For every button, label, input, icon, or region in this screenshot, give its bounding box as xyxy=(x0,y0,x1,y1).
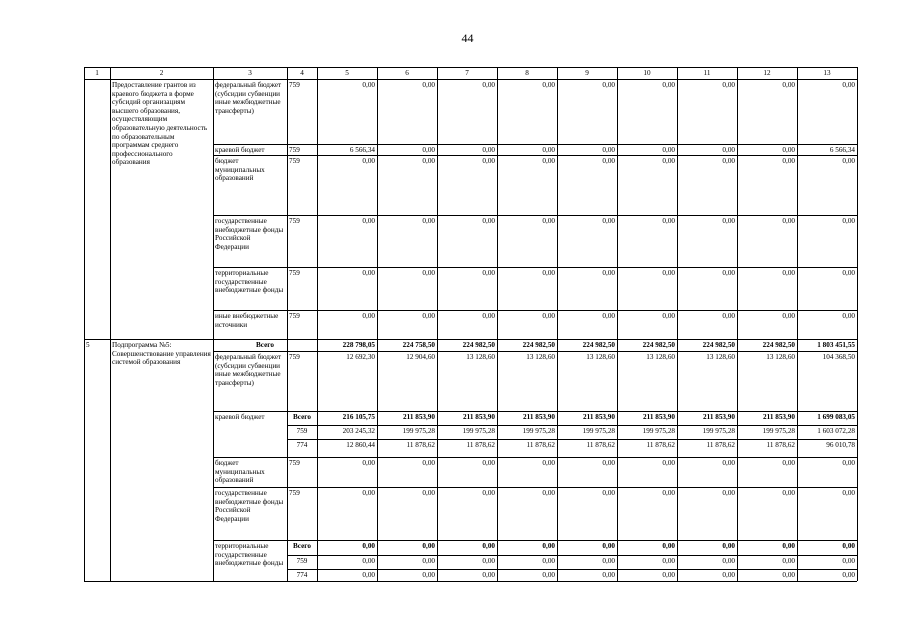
value-cell: 0,00 xyxy=(602,81,615,89)
budget-code: 759 xyxy=(289,489,300,497)
budget-table xyxy=(84,67,857,581)
row-number: 5 xyxy=(86,341,90,349)
value-cell: 0,00 xyxy=(542,557,555,565)
value-cell: 0,00 xyxy=(482,157,495,165)
value-cell: 224 982,50 xyxy=(582,341,615,349)
value-cell: 211 853,90 xyxy=(643,413,675,421)
value-cell: 0,00 xyxy=(482,557,495,565)
value-cell: 0,00 xyxy=(362,557,375,565)
value-cell: 0,00 xyxy=(542,217,555,225)
column-header: 1 xyxy=(95,69,99,77)
value-cell: 0,00 xyxy=(662,542,675,550)
value-cell: 0,00 xyxy=(662,157,675,165)
value-cell: 199 975,28 xyxy=(522,427,555,435)
value-cell: 0,00 xyxy=(602,217,615,225)
value-cell: 0,00 xyxy=(542,312,555,320)
value-cell: 211 853,90 xyxy=(583,413,615,421)
row-rule xyxy=(213,351,857,352)
value-cell: 0,00 xyxy=(662,312,675,320)
value-cell: 1 603 072,28 xyxy=(817,427,855,435)
budget-code: 759 xyxy=(289,353,300,361)
column-header: 13 xyxy=(823,69,831,77)
budget-code: 759 xyxy=(289,217,300,225)
subprogram-name: Подпрограмма №5: Совершенствование управления системой образования xyxy=(112,341,211,367)
value-cell: 0,00 xyxy=(362,459,375,467)
value-cell: 0,00 xyxy=(782,312,795,320)
value-cell: 199 975,28 xyxy=(702,427,735,435)
column-header: 2 xyxy=(159,69,164,77)
budget-code: 759 xyxy=(289,81,300,89)
row-rule xyxy=(287,425,857,426)
value-cell: 0,00 xyxy=(722,146,735,154)
value-cell: 0,00 xyxy=(482,269,495,277)
funding-source: территориальные государственные внебюджетные фонды xyxy=(215,269,284,295)
value-cell: 0,00 xyxy=(782,459,795,467)
value-cell: 0,00 xyxy=(602,157,615,165)
value-cell: 0,00 xyxy=(722,459,735,467)
value-cell: 0,00 xyxy=(482,542,495,550)
value-cell: 0,00 xyxy=(842,557,855,565)
value-cell: 0,00 xyxy=(842,571,855,579)
value-cell: 0,00 xyxy=(422,489,435,497)
budget-code: 759 xyxy=(296,427,308,435)
value-cell: 224 982,50 xyxy=(642,341,675,349)
value-cell: 0,00 xyxy=(782,557,795,565)
value-cell: 0,00 xyxy=(602,489,615,497)
column-header: 9 xyxy=(585,69,589,77)
funding-source: краевой бюджет xyxy=(215,413,265,421)
value-cell: 0,00 xyxy=(422,217,435,225)
column-header: 12 xyxy=(763,69,771,77)
value-cell: 0,00 xyxy=(782,217,795,225)
value-cell: 0,00 xyxy=(722,557,735,565)
value-cell: 0,00 xyxy=(362,269,375,277)
value-cell: 0,00 xyxy=(842,269,855,277)
value-cell: 0,00 xyxy=(662,217,675,225)
block-rule xyxy=(84,339,857,340)
column-rule xyxy=(84,67,85,581)
value-cell: 0,00 xyxy=(782,146,795,154)
value-cell: 0,00 xyxy=(782,542,795,550)
value-cell: 0,00 xyxy=(662,81,675,89)
value-cell: 199 975,28 xyxy=(762,427,795,435)
value-cell: 0,00 xyxy=(602,571,615,579)
value-cell: 0,00 xyxy=(722,157,735,165)
value-cell: 0,00 xyxy=(482,489,495,497)
value-cell: 0,00 xyxy=(842,489,855,497)
value-cell: 0,00 xyxy=(722,81,735,89)
funding-source: федеральный бюджет (субсидии субвенции иные межбюджетные трансферты) xyxy=(215,81,282,115)
total-label: Всего xyxy=(293,542,311,550)
value-cell: 0,00 xyxy=(842,81,855,89)
funding-source: территориальные государственные внебюджетные фонды xyxy=(215,542,284,568)
value-cell: 0,00 xyxy=(842,312,855,320)
row-rule xyxy=(213,144,857,145)
value-cell: 0,00 xyxy=(722,217,735,225)
row-rule xyxy=(213,215,857,216)
value-cell: 224 982,50 xyxy=(462,341,495,349)
funding-source: краевой бюджет xyxy=(215,146,265,154)
value-cell: 0,00 xyxy=(602,459,615,467)
value-cell: 0,00 xyxy=(842,157,855,165)
value-cell: 0,00 xyxy=(362,312,375,320)
value-cell: 0,00 xyxy=(422,157,435,165)
value-cell: 224 758,50 xyxy=(402,341,435,349)
value-cell: 11 878,62 xyxy=(706,441,735,449)
value-cell: 0,00 xyxy=(542,571,555,579)
column-header: 4 xyxy=(300,69,304,77)
column-rule xyxy=(857,67,858,581)
value-cell: 0,00 xyxy=(602,269,615,277)
funding-source: федеральный бюджет (субсидии субвенции иные межбюджетные трансферты) xyxy=(215,353,282,387)
value-cell: 0,00 xyxy=(602,542,615,550)
value-cell: 1 699 083,05 xyxy=(817,413,855,421)
funding-source: государственные внебюджетные фонды Российской Федерации xyxy=(215,489,284,523)
row-rule xyxy=(287,569,857,570)
value-cell: 0,00 xyxy=(422,269,435,277)
value-cell: 0,00 xyxy=(422,557,435,565)
value-cell: 199 975,28 xyxy=(582,427,615,435)
value-cell: 13 128,60 xyxy=(526,353,555,361)
value-cell: 199 975,28 xyxy=(402,427,435,435)
value-cell: 0,00 xyxy=(782,489,795,497)
value-cell: 0,00 xyxy=(782,81,795,89)
value-cell: 12 860,44 xyxy=(346,441,375,449)
budget-code: 759 xyxy=(289,157,300,165)
value-cell: 0,00 xyxy=(482,146,495,154)
row-rule xyxy=(213,267,857,268)
value-cell: 0,00 xyxy=(782,157,795,165)
value-cell: 0,00 xyxy=(542,542,555,550)
value-cell: 224 982,50 xyxy=(702,341,735,349)
value-cell: 0,00 xyxy=(542,269,555,277)
value-cell: 0,00 xyxy=(482,571,495,579)
row-rule xyxy=(213,457,857,458)
value-cell: 0,00 xyxy=(842,217,855,225)
budget-code: 759 xyxy=(289,312,300,320)
value-cell: 0,00 xyxy=(362,571,375,579)
row-rule xyxy=(213,540,857,541)
value-cell: 199 975,28 xyxy=(642,427,675,435)
value-cell: 0,00 xyxy=(602,312,615,320)
value-cell: 0,00 xyxy=(722,489,735,497)
value-cell: 0,00 xyxy=(422,146,435,154)
value-cell: 0,00 xyxy=(542,489,555,497)
value-cell: 0,00 xyxy=(362,217,375,225)
value-cell: 0,00 xyxy=(422,312,435,320)
column-header: 8 xyxy=(525,69,529,77)
value-cell: 0,00 xyxy=(542,81,555,89)
column-rule xyxy=(110,67,111,581)
value-cell: 0,00 xyxy=(482,312,495,320)
value-cell: 224 982,50 xyxy=(762,341,795,349)
value-cell: 104 368,50 xyxy=(822,353,855,361)
value-cell: 0,00 xyxy=(722,269,735,277)
table-bottom-rule xyxy=(84,581,857,582)
value-cell: 211 853,90 xyxy=(703,413,735,421)
value-cell: 0,00 xyxy=(602,146,615,154)
value-cell: 11 878,62 xyxy=(466,441,495,449)
value-cell: 96 010,78 xyxy=(826,441,855,449)
value-cell: 0,00 xyxy=(662,269,675,277)
value-cell: 11 878,62 xyxy=(646,441,675,449)
value-cell: 1 803 451,55 xyxy=(817,341,855,349)
row-rule xyxy=(287,555,857,556)
value-cell: 211 853,90 xyxy=(763,413,795,421)
value-cell: 11 878,62 xyxy=(526,441,555,449)
value-cell: 0,00 xyxy=(362,489,375,497)
total-label: Всего xyxy=(293,413,311,421)
value-cell: 0,00 xyxy=(662,571,675,579)
value-cell: 13 128,60 xyxy=(466,353,495,361)
value-cell: 0,00 xyxy=(782,269,795,277)
value-cell: 11 878,62 xyxy=(766,441,795,449)
value-cell: 6 566,34 xyxy=(829,146,855,154)
value-cell: 12 692,30 xyxy=(346,353,375,361)
funding-source: государственные внебюджетные фонды Российской Федерации xyxy=(215,217,284,251)
value-cell: 0,00 xyxy=(542,459,555,467)
value-cell: 13 128,60 xyxy=(586,353,615,361)
table-top-rule xyxy=(84,67,857,68)
value-cell: 0,00 xyxy=(662,489,675,497)
value-cell: 211 853,90 xyxy=(523,413,555,421)
value-cell: 0,00 xyxy=(542,157,555,165)
column-header: 7 xyxy=(465,69,469,77)
value-cell: 199 975,28 xyxy=(462,427,495,435)
funding-source: бюджет муниципальных образований xyxy=(215,459,265,485)
value-cell: 0,00 xyxy=(422,81,435,89)
total-label: Всего xyxy=(256,341,274,349)
value-cell: 216 105,75 xyxy=(342,413,375,421)
value-cell: 211 853,90 xyxy=(403,413,435,421)
value-cell: 0,00 xyxy=(782,571,795,579)
measure-name: Предоставление грантов из краевого бюджета в форме субсидий организациям высшего образования, осуществляющим образовательную деятельность по образовательным программам среднего профессионального образования xyxy=(112,81,208,167)
value-cell: 13 128,60 xyxy=(646,353,675,361)
value-cell: 13 128,60 xyxy=(766,353,795,361)
funding-source: иные внебюджетные источники xyxy=(215,312,279,329)
value-cell: 11 878,62 xyxy=(586,441,615,449)
value-cell: 0,00 xyxy=(602,557,615,565)
budget-code: 759 xyxy=(289,459,300,467)
column-header: 3 xyxy=(248,69,252,77)
value-cell: 0,00 xyxy=(482,459,495,467)
funding-source: бюджет муниципальных образований xyxy=(215,157,265,183)
value-cell: 211 853,90 xyxy=(463,413,495,421)
value-cell: 0,00 xyxy=(842,542,855,550)
column-header: 6 xyxy=(405,69,409,77)
budget-code: 774 xyxy=(296,571,308,579)
budget-code: 759 xyxy=(289,146,300,154)
value-cell: 228 798,05 xyxy=(342,341,375,349)
value-cell: 0,00 xyxy=(422,571,435,579)
value-cell: 0,00 xyxy=(362,81,375,89)
value-cell: 11 878,62 xyxy=(406,441,435,449)
value-cell: 0,00 xyxy=(722,542,735,550)
value-cell: 13 128,60 xyxy=(706,353,735,361)
value-cell: 0,00 xyxy=(842,459,855,467)
value-cell: 0,00 xyxy=(722,571,735,579)
value-cell: 0,00 xyxy=(362,542,375,550)
value-cell: 12 904,60 xyxy=(406,353,435,361)
value-cell: 0,00 xyxy=(662,146,675,154)
value-cell: 6 566,34 xyxy=(349,146,375,154)
row-rule xyxy=(213,155,857,156)
value-cell: 0,00 xyxy=(662,557,675,565)
row-rule xyxy=(213,310,857,311)
budget-code: 774 xyxy=(296,441,308,449)
row-rule xyxy=(213,487,857,488)
row-rule xyxy=(287,439,857,440)
column-header: 5 xyxy=(345,69,349,77)
value-cell: 203 245,32 xyxy=(342,427,375,435)
page-number: 44 xyxy=(461,31,474,45)
value-cell: 0,00 xyxy=(422,542,435,550)
row-rule xyxy=(213,411,857,412)
value-cell: 224 982,50 xyxy=(522,341,555,349)
header-rule xyxy=(84,79,857,80)
value-cell: 0,00 xyxy=(482,217,495,225)
budget-code: 759 xyxy=(296,557,308,565)
value-cell: 0,00 xyxy=(482,81,495,89)
value-cell: 0,00 xyxy=(662,459,675,467)
value-cell: 0,00 xyxy=(722,312,735,320)
column-header: 11 xyxy=(703,69,711,77)
column-header: 10 xyxy=(643,69,651,77)
value-cell: 0,00 xyxy=(362,157,375,165)
budget-code: 759 xyxy=(289,269,300,277)
value-cell: 0,00 xyxy=(422,459,435,467)
value-cell: 0,00 xyxy=(542,146,555,154)
